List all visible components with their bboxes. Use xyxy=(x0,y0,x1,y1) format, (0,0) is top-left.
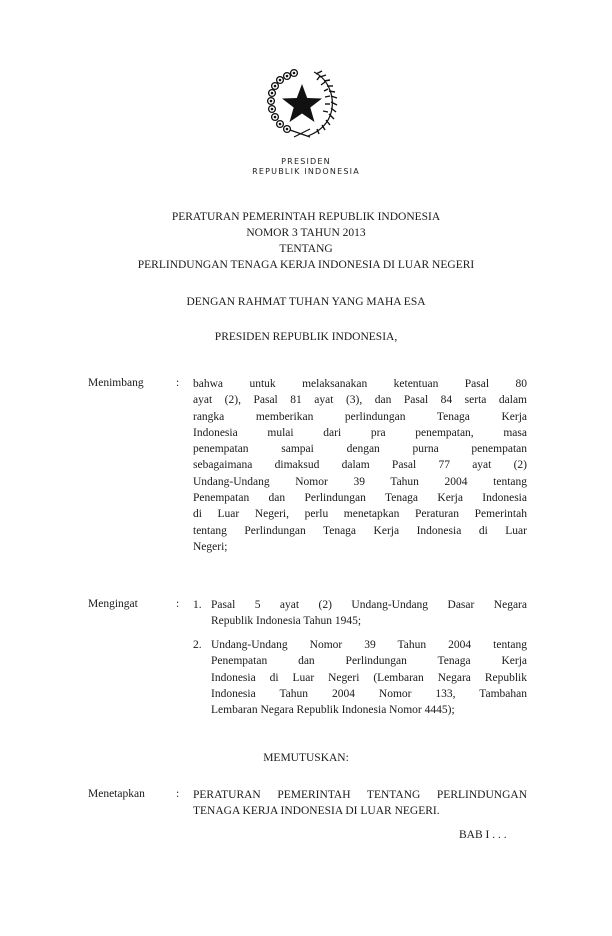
mengingat-item-2 xyxy=(211,637,527,718)
menetapkan-line: TENAGA KERJA INDONESIA DI LUAR NEGERI. xyxy=(193,805,440,818)
menimbang-line: Indonesia mulai dari pra penempatan, masa xyxy=(193,426,527,439)
mengingat-item-number: 2. xyxy=(193,639,202,651)
garuda-star-emblem-icon xyxy=(264,66,340,138)
menimbang-colon: : xyxy=(176,377,180,389)
invocation: DENGAN RAHMAT TUHAN YANG MAHA ESA xyxy=(186,296,426,308)
menimbang-line: tentang Perlindungan Tenaga Kerja Indonesia di Luar xyxy=(193,524,527,537)
menimbang-line: sebagaimana dimaksud dalam Pasal 77 ayat (2) xyxy=(193,459,527,472)
menetapkan-label: Menetapkan xyxy=(88,788,145,800)
letterhead-republik-indonesia: REPUBLIK INDONESIA xyxy=(252,167,360,176)
mengingat-item-1 xyxy=(211,597,527,630)
menimbang-line: rangka memberikan perlindungan Tenaga Kerja xyxy=(193,410,527,423)
issuer: PRESIDEN REPUBLIK INDONESIA, xyxy=(214,331,398,343)
page-continuation: BAB I . . . xyxy=(459,829,507,841)
mengingat-label: Mengingat xyxy=(88,598,138,610)
mengingat-colon: : xyxy=(176,598,180,610)
mengingat-item-line: Indonesia di Luar Negeri (Lembaran Negara Republik xyxy=(211,671,527,684)
mengingat-item-line: Pasal 5 ayat (2) Undang-Undang Dasar Negara xyxy=(211,599,527,611)
menimbang-text xyxy=(193,376,527,555)
title-regulation-type: PERATURAN PEMERINTAH REPUBLIK INDONESIA xyxy=(171,211,441,223)
decision-heading: MEMUTUSKAN: xyxy=(263,752,349,764)
menimbang-line: ayat (2), Pasal 81 ayat (3), dan Pasal 84 serta dalam xyxy=(193,394,527,407)
menimbang-label: Menimbang xyxy=(88,377,144,389)
menetapkan-colon: : xyxy=(176,788,180,800)
mengingat-item-line: Penempatan dan Perlindungan Tenaga Kerja xyxy=(211,655,527,668)
title-tentang: TENTANG xyxy=(279,243,333,255)
menimbang-line: Negeri; xyxy=(193,540,228,553)
title-subject: PERLINDUNGAN TENAGA KERJA INDONESIA DI LUAR NEGERI xyxy=(137,259,475,271)
menetapkan-text xyxy=(193,787,527,820)
mengingat-item-line: Republik Indonesia Tahun 1945; xyxy=(211,615,362,628)
title-number-year: NOMOR 3 TAHUN 2013 xyxy=(246,227,366,239)
mengingat-item-number: 1. xyxy=(193,599,202,611)
mengingat-item-line: Lembaran Negara Republik Indonesia Nomor 4445); xyxy=(211,704,455,717)
menetapkan-line: PERATURAN PEMERINTAH TENTANG PERLINDUNGAN xyxy=(193,789,527,801)
menimbang-line: di Luar Negeri, perlu menetapkan Peraturan Pemerintah xyxy=(193,508,527,521)
menimbang-line: bahwa untuk melaksanakan ketentuan Pasal 80 xyxy=(193,378,527,390)
menimbang-line: penempatan sampai dengan purna penempatan xyxy=(193,443,527,456)
menimbang-line: Undang-Undang Nomor 39 Tahun 2004 tentang xyxy=(193,475,527,488)
mengingat-item-line: Undang-Undang Nomor 39 Tahun 2004 tentang xyxy=(211,639,527,651)
letterhead-presiden: PRESIDEN xyxy=(281,157,331,166)
menimbang-line: Penempatan dan Perlindungan Tenaga Kerja Indonesia xyxy=(193,492,527,505)
mengingat-item-line: Indonesia Tahun 2004 Nomor 133, Tambahan xyxy=(211,687,527,700)
